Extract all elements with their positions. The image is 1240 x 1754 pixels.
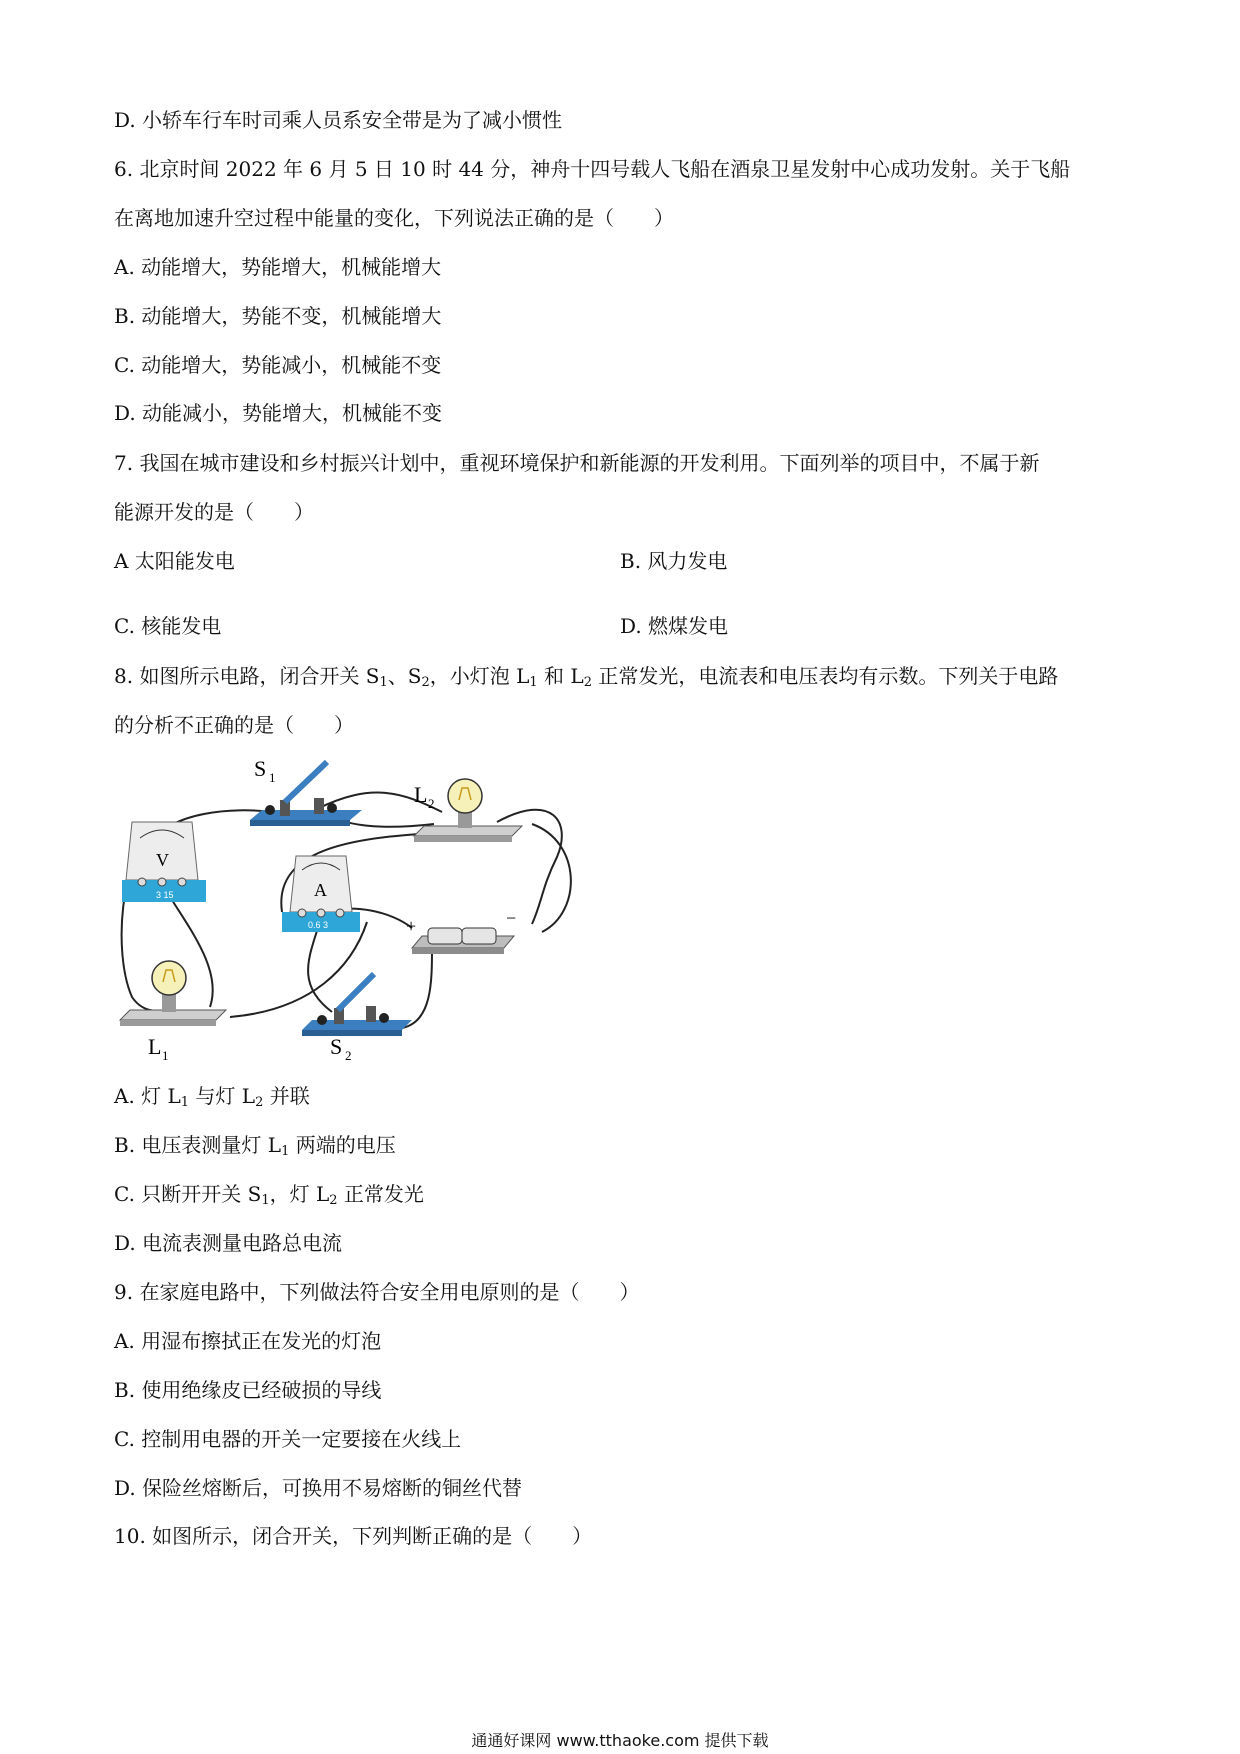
q6-stem-line1: 6. 北京时间 2022 年 6 月 5 日 10 时 44 分，神舟十四号载人飞船在酒泉卫星发射中心成功发射。关于飞船 bbox=[114, 157, 1071, 181]
q6-option-b: B. 动能增大，势能不变，机械能增大 bbox=[114, 304, 442, 328]
q8-stem-line1: 8. 如图所示电路，闭合开关 $S_1$、$S_2$，小灯泡 $L_1$ 和 $L_2$ 正常发光，电流表和电压表均有示数。下列关于电路 bbox=[114, 664, 1059, 690]
voltmeter-label: V bbox=[156, 850, 169, 870]
q9-option-b: B. 使用绝缘皮已经破损的导线 bbox=[114, 1378, 382, 1402]
ammeter-label: A bbox=[314, 880, 327, 900]
q7-option-b: B. 风力发电 bbox=[620, 549, 728, 573]
s1-label-sub: 1 bbox=[269, 770, 276, 785]
q9-option-c: C. 控制用电器的开关一定要接在火线上 bbox=[114, 1427, 462, 1451]
q9-stem: 9. 在家庭电路中，下列做法符合安全用电原则的是（ ） bbox=[114, 1280, 640, 1304]
battery-minus: − bbox=[506, 908, 517, 928]
l1-label-sub: 1 bbox=[162, 1048, 169, 1062]
q7-option-a: A 太阳能发电 bbox=[114, 549, 235, 573]
q8-option-b: B. 电压表测量灯 $L_1$ 两端的电压 bbox=[114, 1133, 396, 1159]
q8-option-d: D. 电流表测量电路总电流 bbox=[114, 1231, 343, 1255]
q8-option-a: A. 灯 $L_1$ 与灯 $L_2$ 并联 bbox=[114, 1084, 310, 1110]
q7-option-c: C. 核能发电 bbox=[114, 614, 222, 638]
q7-stem-line1: 7. 我国在城市建设和乡村振兴计划中，重视环境保护和新能源的开发利用。下面列举的项目中，不属于新 bbox=[114, 451, 1040, 475]
q6-stem-line2: 在离地加速升空过程中能量的变化，下列说法正确的是（ ） bbox=[114, 206, 674, 230]
q6-option-c: C. 动能增大，势能减小，机械能不变 bbox=[114, 353, 442, 377]
q7-stem-line2: 能源开发的是（ ） bbox=[114, 500, 314, 524]
s2-label: S bbox=[330, 1034, 343, 1059]
page-footer: 通通好课网 www.tthaoke.com 提供下载 bbox=[471, 1731, 769, 1750]
q8-circuit-figure bbox=[112, 752, 592, 1062]
l2-label: L bbox=[414, 782, 428, 807]
switch-s2 bbox=[302, 974, 412, 1036]
q6-option-a: A. 动能增大，势能增大，机械能增大 bbox=[114, 255, 442, 279]
q8-option-c: C. 只断开开关 $S_1$，灯 $L_2$ 正常发光 bbox=[114, 1182, 424, 1208]
ammeter-scale: 0.6 3 bbox=[308, 920, 329, 930]
battery-plus: + bbox=[406, 916, 417, 936]
q6-option-d: D. 动能减小，势能增大，机械能不变 bbox=[114, 401, 443, 425]
q8-stem-line2: 的分析不正确的是（ ） bbox=[114, 713, 354, 737]
voltmeter-scale: 3 15 bbox=[156, 890, 174, 900]
q5-option-d: D. 小轿车行车时司乘人员系安全带是为了减小惯性 bbox=[114, 108, 563, 132]
s1-label: S bbox=[254, 756, 267, 781]
wire bbox=[532, 824, 571, 932]
l1-label: L bbox=[148, 1034, 162, 1059]
switch-s1 bbox=[250, 762, 362, 826]
q7-option-d: D. 燃煤发电 bbox=[620, 614, 729, 638]
s2-label-sub: 2 bbox=[345, 1048, 352, 1062]
l2-label-sub: 2 bbox=[428, 796, 435, 811]
q9-option-a: A. 用湿布擦拭正在发光的灯泡 bbox=[114, 1329, 382, 1353]
q10-stem: 10. 如图所示，闭合开关，下列判断正确的是（ ） bbox=[114, 1524, 593, 1548]
q9-option-d: D. 保险丝熔断后，可换用不易熔断的铜丝代替 bbox=[114, 1476, 523, 1500]
battery-holder bbox=[412, 928, 514, 954]
